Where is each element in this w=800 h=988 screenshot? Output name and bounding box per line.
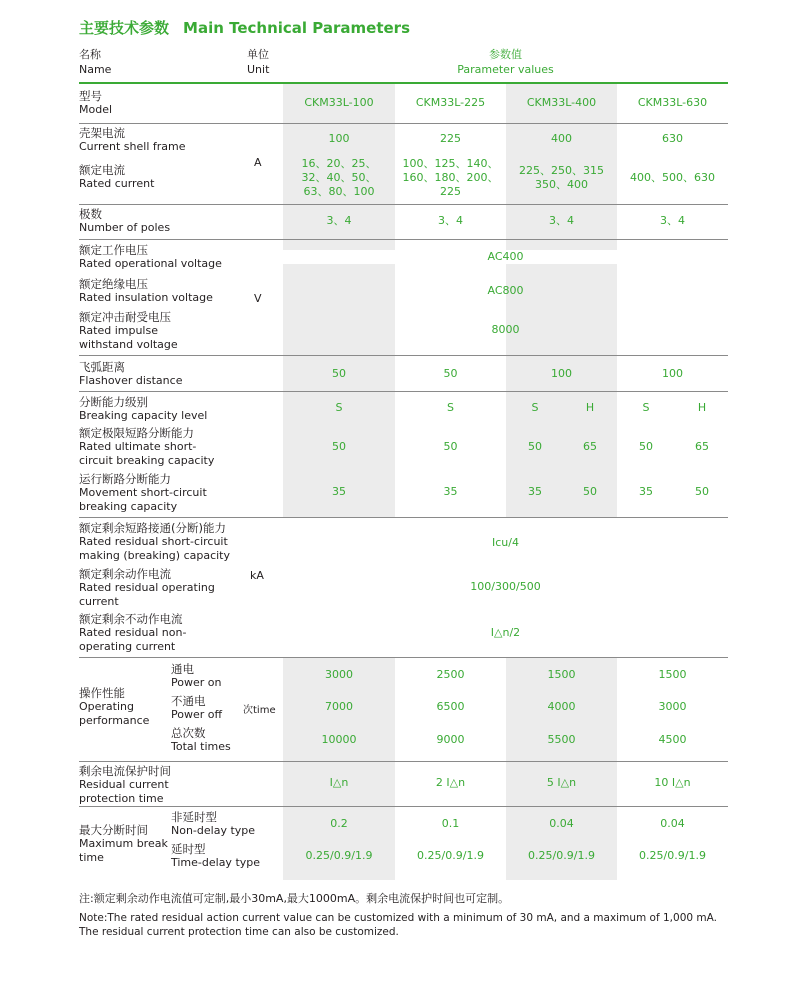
unit-times: 次time xyxy=(243,705,276,716)
ultimate-value: 50 xyxy=(528,440,542,453)
movement-value: 35 xyxy=(332,485,346,498)
header-params: 参数值 Parameter values xyxy=(457,48,554,76)
model-value: CKM33L-400 xyxy=(526,96,597,109)
unit-ka: kA xyxy=(250,569,264,582)
breaking-level-value: S xyxy=(531,401,539,414)
shell-value: 100 xyxy=(328,132,350,145)
movement-value: 50 xyxy=(695,485,709,498)
header-name: 名称 Name xyxy=(79,48,112,76)
page-title xyxy=(79,17,410,38)
model-value: CKM33L-225 xyxy=(415,96,486,109)
power-on-value: 1500 xyxy=(658,668,687,681)
rated-current-value: 100、125、140、 160、180、200、 225 xyxy=(402,157,499,198)
flashover-value: 50 xyxy=(443,367,458,380)
poles-value: 3、4 xyxy=(326,214,352,227)
ins-voltage-value: AC800 xyxy=(487,284,524,297)
movement-value: 35 xyxy=(639,485,653,498)
label-impulse: 额定冲击耐受电压 Rated impulse withstand voltage xyxy=(79,310,178,351)
power-off-value: 7000 xyxy=(325,700,353,713)
label-poles: 极数 Number of poles xyxy=(79,207,171,234)
ultimate-value: 50 xyxy=(443,440,458,453)
header-rule xyxy=(79,82,728,84)
label-shell-frame: 壳架电流 Current shell frame xyxy=(79,126,186,153)
poles-value: 3、4 xyxy=(438,214,463,227)
header-unit: 单位 Unit xyxy=(247,48,270,76)
breaking-level-value: S xyxy=(642,401,650,414)
label-power-on: 通电 Power on xyxy=(171,662,222,689)
residual-non-value: I△n/2 xyxy=(490,626,521,639)
model-value: CKM33L-630 xyxy=(637,96,708,109)
label-op-voltage: 额定工作电压 Rated operational voltage xyxy=(79,243,222,270)
flashover-value: 100 xyxy=(662,367,683,380)
ultimate-value: 50 xyxy=(332,440,346,453)
shell-value: 630 xyxy=(662,132,683,145)
shell-value: 400 xyxy=(551,132,572,145)
label-break-time: 最大分断时间 Maximum break time xyxy=(79,823,168,864)
protection-time-value: 5 I△n xyxy=(546,776,577,789)
time-delay-value: 0.25/0.9/1.9 xyxy=(639,849,706,862)
label-protection-time: 剩余电流保护时间 Residual current protection time xyxy=(79,764,171,805)
row-divider xyxy=(79,355,728,356)
label-non-delay: 非延时型 Non-delay type xyxy=(171,810,256,837)
flashover-value: 50 xyxy=(332,367,346,380)
protection-time-value: 2 I△n xyxy=(435,776,466,789)
flashover-value: 100 xyxy=(551,367,572,380)
label-power-off: 不通电 Power off xyxy=(171,694,223,721)
power-off-value: 4000 xyxy=(547,700,576,713)
note-cn: 注:额定剩余动作电流值可定制,最小30mA,最大1000mA。剩余电流保护时间也可定制。 xyxy=(79,892,510,905)
breaking-level-value: H xyxy=(697,401,707,414)
label-residual-non: 额定剩余不动作电流 Rated residual non- operating current xyxy=(79,612,187,653)
time-delay-value: 0.25/0.9/1.9 xyxy=(528,849,595,862)
label-residual-making: 额定剩余短路接通(分断)能力 Rated residual short-circuit making (breaking) capacity xyxy=(79,521,231,562)
breaking-level-value: H xyxy=(585,401,595,414)
unit-v: V xyxy=(254,292,262,305)
total-times-value: 4500 xyxy=(658,733,687,746)
label-movement: 运行断路分断能力 Movement short-circuit breaking capacity xyxy=(79,472,207,513)
row-divider xyxy=(79,204,728,205)
rated-current-value: 400、500、630 xyxy=(630,171,715,184)
label-flashover: 飞弧距离 Flashover distance xyxy=(79,360,183,387)
label-operating: 操作性能 Operating performance xyxy=(79,686,150,727)
label-time-delay: 延时型 Time-delay type xyxy=(171,842,261,869)
movement-value: 35 xyxy=(443,485,458,498)
total-times-value: 10000 xyxy=(321,733,357,746)
rated-current-value: 225、250、315 350、400 xyxy=(519,164,604,191)
title-en: Main Technical Parameters xyxy=(183,19,410,37)
non-delay-value: 0.04 xyxy=(549,817,574,830)
ultimate-value: 65 xyxy=(695,440,709,453)
movement-value: 50 xyxy=(583,485,597,498)
movement-value: 35 xyxy=(528,485,542,498)
power-on-value: 2500 xyxy=(436,668,465,681)
label-residual-operating: 额定剩余动作电流 Rated residual operating current xyxy=(79,567,215,608)
power-off-value: 3000 xyxy=(658,700,687,713)
poles-value: 3、4 xyxy=(660,214,685,227)
poles-value: 3、4 xyxy=(549,214,574,227)
time-delay-value: 0.25/0.9/1.9 xyxy=(305,849,373,862)
model-value: CKM33L-100 xyxy=(304,96,374,109)
row-divider xyxy=(79,806,728,807)
title-cn: 主要技术参数 xyxy=(79,19,170,37)
unit-a: A xyxy=(254,156,262,169)
row-divider xyxy=(79,657,728,658)
non-delay-value: 0.04 xyxy=(660,817,685,830)
row-divider xyxy=(79,123,728,124)
label-model: 型号 Model xyxy=(79,89,113,116)
time-delay-value: 0.25/0.9/1.9 xyxy=(417,849,484,862)
op-voltage-value: AC400 xyxy=(283,250,728,264)
power-on-value: 1500 xyxy=(547,668,576,681)
label-ins-voltage: 额定绝缘电压 Rated insulation voltage xyxy=(79,277,213,304)
label-breaking-level: 分断能力级别 Breaking capacity level xyxy=(79,395,208,422)
breaking-level-value: S xyxy=(335,401,343,414)
row-divider xyxy=(79,761,728,762)
label-ultimate: 额定极限短路分断能力 Rated ultimate short- circuit breaking capacity xyxy=(79,426,215,467)
total-times-value: 9000 xyxy=(436,733,465,746)
non-delay-value: 0.2 xyxy=(330,817,348,830)
rated-current-value: 16、20、25、 32、40、50、 63、80、100 xyxy=(301,157,377,198)
residual-operating-value: 100/300/500 xyxy=(470,580,541,593)
row-divider xyxy=(79,391,728,392)
note-en: Note:The rated residual action current value can be customized with a minimum of 30 mA, and a maximum of 1,000 mA. The residual current protection time can also be customized. xyxy=(79,912,717,938)
shell-value: 225 xyxy=(440,132,461,145)
power-on-value: 3000 xyxy=(325,668,353,681)
protection-time-value: 10 I△n xyxy=(654,776,691,789)
ultimate-value: 50 xyxy=(639,440,653,453)
power-off-value: 6500 xyxy=(436,700,465,713)
non-delay-value: 0.1 xyxy=(441,817,460,830)
ultimate-value: 65 xyxy=(583,440,597,453)
breaking-level-value: S xyxy=(447,401,454,414)
label-total-times: 总次数 Total times xyxy=(171,726,231,753)
row-divider xyxy=(79,239,728,240)
label-rated-current: 额定电流 Rated current xyxy=(79,163,155,190)
impulse-value: 8000 xyxy=(491,323,520,336)
total-times-value: 5500 xyxy=(547,733,576,746)
residual-making-value: Icu/4 xyxy=(492,536,519,549)
protection-time-value: I△n xyxy=(329,776,349,789)
